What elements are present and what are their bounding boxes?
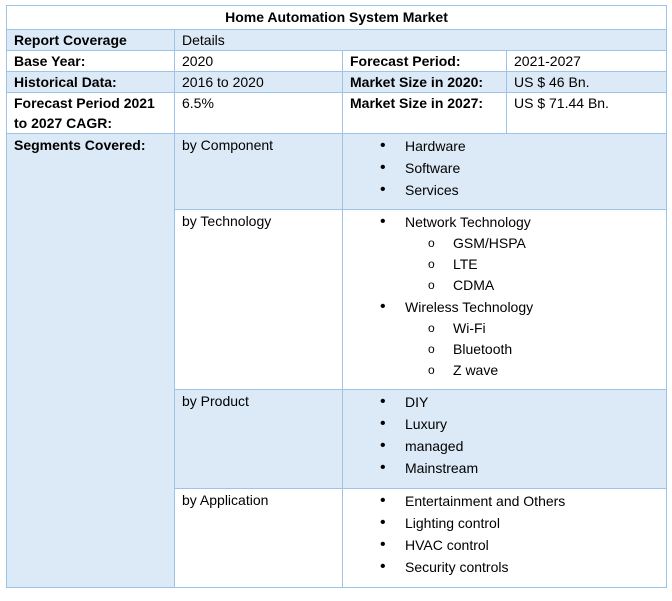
report-coverage-header: Report Coverage [7,30,175,51]
list-item: o Z wave [428,360,659,381]
header-row [7,30,667,51]
list-item: • HVAC control [380,534,659,556]
list-item [380,296,659,381]
table-row [7,72,667,93]
market-size-2027-label: Market Size in 2027: [343,93,507,134]
cagr-label: Forecast Period 2021 to 2027 CAGR: [7,93,175,134]
list-item: • DIY [380,391,659,413]
list-item: • Security controls [380,556,659,578]
list-item: o Wi-Fi [428,318,659,339]
segment-label-product: by Product [175,390,343,489]
list-item: • managed [380,435,659,457]
segment-label-application: by Application [175,489,343,588]
list-item: o LTE [428,254,659,275]
list-item: • Mainstream [380,457,659,479]
base-year-label: Base Year: [7,51,175,72]
table-row [7,51,667,72]
table-row [7,93,667,134]
list-item: o GSM/HSPA [428,233,659,254]
list-item: • Entertainment and Others [380,490,659,512]
details-header: Details [175,30,667,51]
segment-row-component [7,134,667,210]
historical-data-label: Historical Data: [7,72,175,93]
report-table [6,5,667,588]
segments-covered-label: Segments Covered: [7,134,175,588]
cagr-value: 6.5% [175,93,343,134]
market-size-2020-value: US $ 46 Bn. [507,72,667,93]
list-item: • Hardware [380,135,659,157]
market-size-2020-label: Market Size in 2020: [343,72,507,93]
market-size-2027-value: US $ 71.44 Bn. [507,93,667,134]
segment-items-technology [343,210,667,390]
forecast-period-value: 2021-2027 [507,51,667,72]
forecast-period-label: Forecast Period: [343,51,507,72]
segment-label-component: by Component [175,134,343,210]
list-item: • Luxury [380,413,659,435]
list-item-label: Wireless Technology [405,299,534,315]
segment-items-product [343,390,667,489]
base-year-value: 2020 [175,51,343,72]
segment-items-component [343,134,667,210]
list-item [380,211,659,296]
table-title: Home Automation System Market [7,6,667,30]
historical-data-value: 2016 to 2020 [175,72,343,93]
list-item-label: Network Technology [405,214,531,230]
segment-items-application [343,489,667,588]
list-item: o Bluetooth [428,339,659,360]
list-item: • Software [380,157,659,179]
list-item: • Lighting control [380,512,659,534]
segment-label-technology: by Technology [175,210,343,390]
list-item: • Services [380,179,659,201]
list-item: o CDMA [428,275,659,296]
